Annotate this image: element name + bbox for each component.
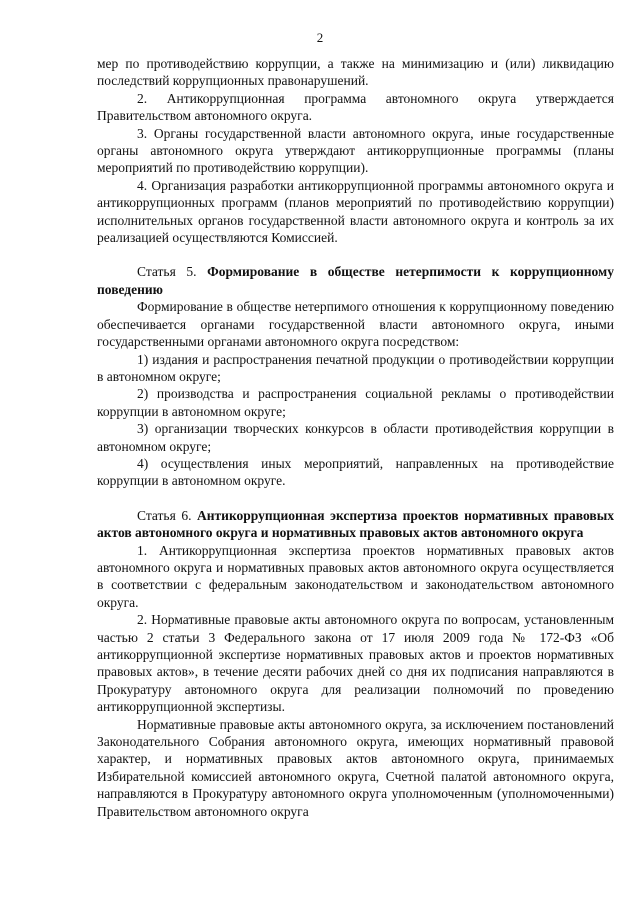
article-heading bbox=[97, 507, 614, 542]
paragraph: 2) производства и распространения социальной рекламы о противодействии коррупции в автономном округе; bbox=[97, 386, 614, 419]
document-body bbox=[97, 55, 614, 820]
paragraph: 3) организации творческих конкурсов в области противодействия коррупции в автономном округе; bbox=[97, 421, 614, 454]
article-label: Статья 5. bbox=[137, 264, 197, 280]
paragraph: 2. Антикоррупционная программа автономного округа утверждается Правительством автономного округа. bbox=[97, 90, 614, 124]
paragraph: 4. Организация разработки антикоррупционной программы автономного округа и антикоррупционных программ (планов мероприятий по противодействию коррупции) исполнительных органов государственной власти автономного округа и контроль за их реализацией осуществляются Комиссией. bbox=[97, 177, 614, 246]
article-heading bbox=[97, 263, 614, 298]
page-number: 2 bbox=[316, 30, 324, 45]
paragraph: Нормативные правовые акты автономного округа, за исключением постановлений Законодательного Собрания автономного округа, имеющих нормативный правовой характер, и нормативных правовых актов автономного округа, принимаемых Избирательной комиссией автономного округа, Счетной палатой автономного округа, направляются в Прокуратуру автономного округа уполномоченным (уполномоченными) Правительством автономного округа bbox=[97, 716, 614, 819]
article-title: Антикоррупционная экспертиза проектов нормативных правовых актов автономного округа и нормативных правовых актов автономного округа bbox=[97, 507, 614, 541]
article-title: Формирование в обществе нетерпимости к коррупционному поведению bbox=[97, 264, 615, 297]
paragraph-gap bbox=[97, 246, 614, 263]
paragraph: 4) осуществления иных мероприятий, направленных на противодействие коррупции в автономном округе. bbox=[97, 455, 614, 489]
paragraph: 1. Антикоррупционная экспертиза проектов нормативных правовых актов автономного округа и нормативных правовых актов автономного округа осуществляется в соответствии с федеральным законодательством и законодательством автономного округа. bbox=[97, 542, 614, 610]
paragraph-gap bbox=[97, 490, 614, 507]
article-label: Статья 6. bbox=[137, 507, 192, 523]
paragraph: мер по противодействию коррупции, а также на минимизацию и (или) ликвидацию последствий коррупционных правонарушений. bbox=[97, 56, 614, 89]
paragraph: 2. Нормативные правовые акты автономного округа по вопросам, установленным частью 2 статьи 3 Федерального закона от 17 июля 2009 года № 172-ФЗ «Об антикоррупционной экспертизе нормативных правовых актов и проектов нормативных правовых актов», в течение десяти рабочих дней со дня их подписания направляются в Прокуратуру автономного округа для реализации полномочий по проведению антикоррупционной экспертизы. bbox=[97, 612, 614, 715]
paragraph: 1) издания и распространения печатной продукции о противодействии коррупции в автономном округе; bbox=[97, 351, 614, 384]
paragraph: Формирование в обществе нетерпимого отношения к коррупционному поведению обеспечивается органами государственной власти автономного округа, иными государственными органами автономного округа посредством: bbox=[97, 299, 614, 350]
paragraph: 3. Органы государственной власти автономного округа, иные государственные органы автономного округа утверждают антикоррупционные программы (планы мероприятий по противодействию коррупции). bbox=[97, 125, 614, 176]
